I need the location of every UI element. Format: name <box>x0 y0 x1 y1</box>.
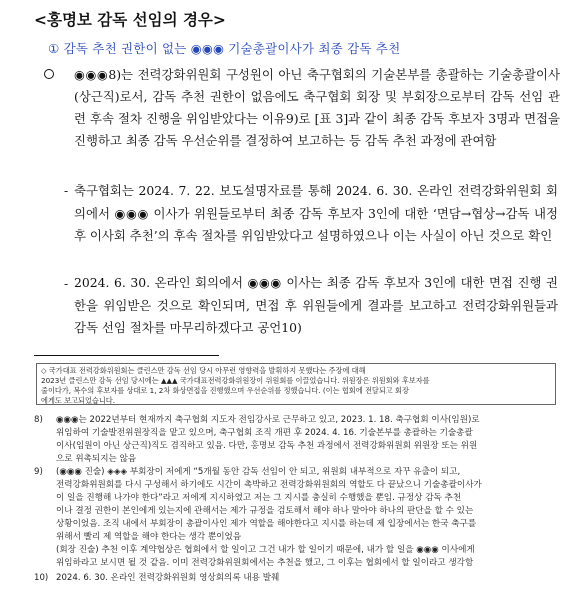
dash-marker-1: - <box>64 183 69 198</box>
dash-item-1: 축구협회는 2024. 7. 22. 보도설명자료를 통해 2024. 6. 30. 온라인 전력강화위원회 회의에서 ◉◉◉ 이사가 위원들로부터 최종 감독 후보자 3인에 대한 ‘면담→협상→감독 내정 후 이사회 추천’의 후속 절차를 위임받았다고 설명하였으나 이는 사실이 아닌 것으로 확인 <box>74 183 558 243</box>
footnote-line: 이 일을 진행해 나가야 한다”라고 저에게 지시하였고 저는 그 지시를 충실히 수행했을 뿐임. 규정상 감독 추천 <box>56 493 462 503</box>
footnote-line: (회장 진술) 추천 이후 계약협상은 협회에서 할 일이고 그건 내가 할 일이기 때문에, 내가 할 일을 ◉◉◉ 이사에게 <box>56 545 475 555</box>
subheading: ① 감독 추천 권한이 없는 ◉◉◉ 기술총괄이사가 최종 감독 추천 <box>48 41 401 56</box>
footnote-line: 위임하라고 보시면 될 것 같음. 이미 전력강화위원회에서는 추천을 했고, 그 이후는 협회에서 할 일이라고 생각함 <box>56 558 474 568</box>
circle-bullet-icon <box>44 69 54 79</box>
notice-line: 2023년 클린스만 감독 선임 당시에는 ▲▲▲ 국가대표전력강화위원장이 위원회를 이끌었습니다. 위원장은 위원회와 후보자를 <box>41 376 430 385</box>
footnote-line: 2024. 6. 30. 온라인 전력강화위원회 영상회의록 내용 발췌 <box>56 573 280 583</box>
footnote-10 <box>34 572 558 585</box>
footnote-line: 이사(임원이 아닌 상근직)직도 겸직하고 있음. 다만, 홍명보 감독 추천 과정에서 전력강화위원회 위원장 또는 위원 <box>56 441 478 451</box>
footnote-line: 위임하여 기술발전위원장직을 맡고 있으며, 축구협회 조직 개편 후 2024. 4. 16. 기술본부를 총괄하는 기술총괄 <box>56 428 473 438</box>
footnote-9 <box>34 466 558 570</box>
footnote-number: 8) <box>34 415 43 425</box>
footnote-number: 10) <box>34 573 49 583</box>
notice-line: ◇ 국가대표 전력강화위원회는 클린스만 감독 선임 당시 아무런 영향력을 발휘하지 못했다는 주장에 대해 <box>41 366 366 375</box>
footnote-line: 상황이었음. 조직 내에서 부회장이 총괄이사인 제가 역할을 해야한다고 지시를 하는데 제 입장에서는 한국 축구를 <box>56 519 477 529</box>
footnote-line: (◉◉◉ 진술) ◈◈◈ 부회장이 저에게 “5개월 동안 감독 선임이 안 되고, 위원회 내부적으로 자꾸 유출이 되고, <box>56 467 461 477</box>
footnote-line: 으로 위촉되지는 않음 <box>56 454 137 464</box>
footnote-number: 9) <box>34 467 43 477</box>
footnote-line: 위해서 빨리 제 역할을 해야 한다는 생각 뿐이었음 <box>56 532 242 542</box>
notice-line: 줄이다가, 복수의 후보자를 상대로 1, 2차 화상면접을 진행했으며 우선순위를 정했습니다. (이는 협회에 전달되고 회장 <box>41 386 409 395</box>
footnote-8 <box>34 414 558 466</box>
footnote-line: 전력강화위원회를 다시 구성해서 하기에도 시간이 촉박하고 전력강화위원회의 역할도 다 끝났으니 기술총괄이사가 <box>56 480 482 490</box>
dash-item-2: 2024. 6. 30. 온라인 회의에서 ◉◉◉ 이사는 최종 감독 후보자 3인에 대한 면접 진행 권한을 위임받은 것으로 확인되며, 면접 후 위원들에게 결과를 보고하고 전력강화위원들과 감독 선임 절차를 마무리하겠다고 공언10) <box>74 275 558 335</box>
section-heading: <홍명보 감독 선임의 경우> <box>34 11 226 29</box>
footnote-line: ◉◉◉는 2022년부터 현재까지 축구협회 지도자 전임강사로 근무하고 있고, 2023. 1. 18. 축구협회 이사(임원)로 <box>56 415 480 425</box>
notice-line: 에게도 보고되었습니다. <box>41 396 116 405</box>
main-paragraph: ◉◉◉8)는 전력강화위원회 구성원이 아닌 축구협회의 기술본부를 총괄하는 기술총괄이사(상근직)로서, 감독 추천 권한이 없음에도 축구협회 회장 및 부회장으로부터 감독 선임 관련 후속 절차 진행을 위임받았다는 이유9)로 [표 3]과 같이 최종 감독 후보자 3명과 면접을 진행하고 최종 감독 우선순위를 결정하여 보고하는 등 감독 추천 과정에 관여함 <box>74 67 560 148</box>
footnote-divider <box>34 355 219 356</box>
notice-box <box>36 363 556 405</box>
dash-marker-2: - <box>64 276 69 291</box>
footnote-line: 이나 결정 권한이 본인에게 있는지에 관해서는 제가 규정을 검토해서 해야 하나 말아야 하나의 판단을 할 수 있는 <box>56 506 474 516</box>
